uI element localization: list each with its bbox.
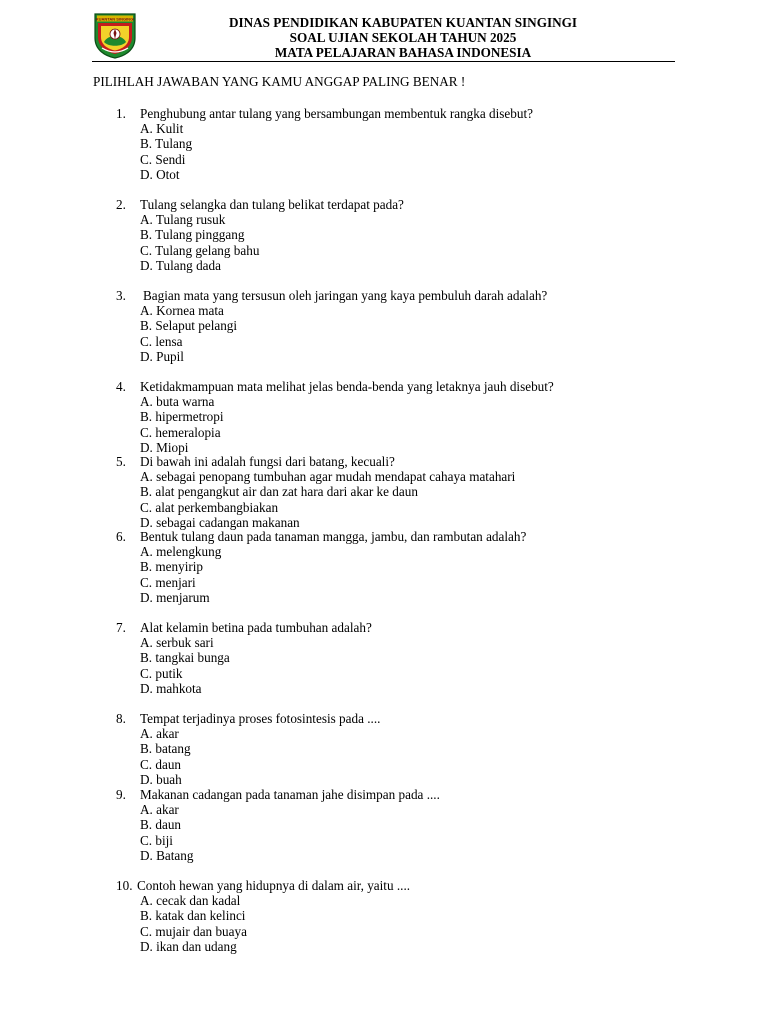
question-item <box>0 620 768 696</box>
question-number: 9. <box>116 787 126 802</box>
header-subject-title: MATA PELAJARAN BAHASA INDONESIA <box>274 45 532 60</box>
question-text: Bagian mata yang tersusun oleh jaringan yang kaya pembuluh darah adalah? <box>143 288 548 303</box>
answer-option: B. katak dan kelinci <box>140 908 246 924</box>
answer-option: D. sebagai cadangan makanan <box>140 514 300 530</box>
answer-option: D. Tulang dada <box>140 257 221 273</box>
answer-option: B. Selaput pelangi <box>140 318 238 334</box>
answer-option: A. serbuk sari <box>140 635 214 651</box>
answer-option: A. buta warna <box>140 394 215 410</box>
question-item <box>0 379 768 455</box>
answer-option: C. putik <box>140 665 183 681</box>
answer-option: A. cecak dan kadal <box>140 893 241 909</box>
question-item <box>0 106 768 182</box>
answer-option: A. Kornea mata <box>140 303 224 319</box>
question-number: 1. <box>116 106 126 121</box>
question-number: 3. <box>116 288 126 303</box>
header-exam-title: SOAL UJIAN SEKOLAH TAHUN 2025 <box>289 30 517 45</box>
question-text: Ketidakmampuan mata melihat jelas benda-benda yang letaknya jauh disebut? <box>140 379 554 394</box>
answer-option: D. menjarum <box>140 589 210 605</box>
answer-option: C. menjari <box>140 574 196 590</box>
answer-option: A. akar <box>140 802 179 818</box>
answer-option: B. batang <box>140 741 191 757</box>
answer-option: C. hemeralopia <box>140 424 221 440</box>
question-item <box>0 711 768 787</box>
regency-emblem-logo <box>92 12 138 59</box>
question-number: 4. <box>116 379 126 394</box>
answer-option: C. mujair dan buaya <box>140 923 247 939</box>
question-text: Makanan cadangan pada tanaman jahe disimpan pada .... <box>140 787 440 802</box>
question-number: 10. <box>116 878 133 893</box>
header-divider <box>92 61 675 62</box>
question-text: Tempat terjadinya proses fotosintesis pada .... <box>140 711 381 726</box>
answer-option: B. Tulang <box>140 136 193 152</box>
exam-instruction: PILIHLAH JAWABAN YANG KAMU ANGGAP PALING BENAR ! <box>93 74 466 89</box>
question-item <box>0 878 768 954</box>
answer-option: B. tangkai bunga <box>140 650 230 666</box>
question-item <box>0 288 768 364</box>
question-text: Di bawah ini adalah fungsi dari batang, kecuali? <box>140 454 395 469</box>
answer-option: C. biji <box>140 832 173 848</box>
question-item <box>0 454 768 530</box>
question-item <box>0 197 768 273</box>
answer-option: A. melengkung <box>140 544 222 560</box>
question-number: 8. <box>116 711 126 726</box>
answer-option: C. daun <box>140 756 182 772</box>
question-number: 2. <box>116 197 126 212</box>
answer-option: A. sebagai penopang tumbuhan agar mudah mendapat cahaya matahari <box>140 469 516 485</box>
question-number: 5. <box>116 454 126 469</box>
document-header <box>0 0 768 62</box>
question-text: Contoh hewan yang hidupnya di dalam air, yaitu .... <box>137 878 411 893</box>
logo-text: KUANTAN SINGINGI <box>95 16 135 22</box>
answer-option: B. daun <box>140 817 182 833</box>
question-item <box>0 787 768 863</box>
answer-option: D. Otot <box>140 166 180 182</box>
answer-option: B. Tulang pinggang <box>140 227 245 243</box>
answer-option: D. buah <box>140 771 182 787</box>
answer-option: C. alat perkembangbiakan <box>140 499 279 515</box>
answer-option: A. Kulit <box>140 121 184 137</box>
answer-option: A. akar <box>140 726 179 742</box>
question-text: Bentuk tulang daun pada tanaman mangga, jambu, dan rambutan adalah? <box>140 529 527 544</box>
answer-option: D. Batang <box>140 847 194 863</box>
answer-option: B. hipermetropi <box>140 409 224 425</box>
answer-option: B. alat pengangkut air dan zat hara dari akar ke daun <box>140 484 418 500</box>
header-agency-title: DINAS PENDIDIKAN KABUPATEN KUANTAN SINGINGI <box>228 15 578 30</box>
question-text: Alat kelamin betina pada tumbuhan adalah? <box>140 620 372 635</box>
answer-option: D. ikan dan udang <box>140 938 237 954</box>
answer-option: D. Miopi <box>140 439 189 455</box>
question-text: Penghubung antar tulang yang bersambungan membentuk rangka disebut? <box>140 106 533 121</box>
answer-option: C. Tulang gelang bahu <box>140 242 260 258</box>
question-text: Tulang selangka dan tulang belikat terdapat pada? <box>140 197 404 212</box>
answer-option: D. Pupil <box>140 348 184 364</box>
answer-option: C. lensa <box>140 333 183 349</box>
answer-option: D. mahkota <box>140 680 202 696</box>
question-number: 7. <box>116 620 126 635</box>
answer-option: A. Tulang rusuk <box>140 212 226 228</box>
question-number: 6. <box>116 529 126 544</box>
answer-option: C. Sendi <box>140 151 186 167</box>
question-item <box>0 529 768 605</box>
answer-option: B. menyirip <box>140 559 204 575</box>
